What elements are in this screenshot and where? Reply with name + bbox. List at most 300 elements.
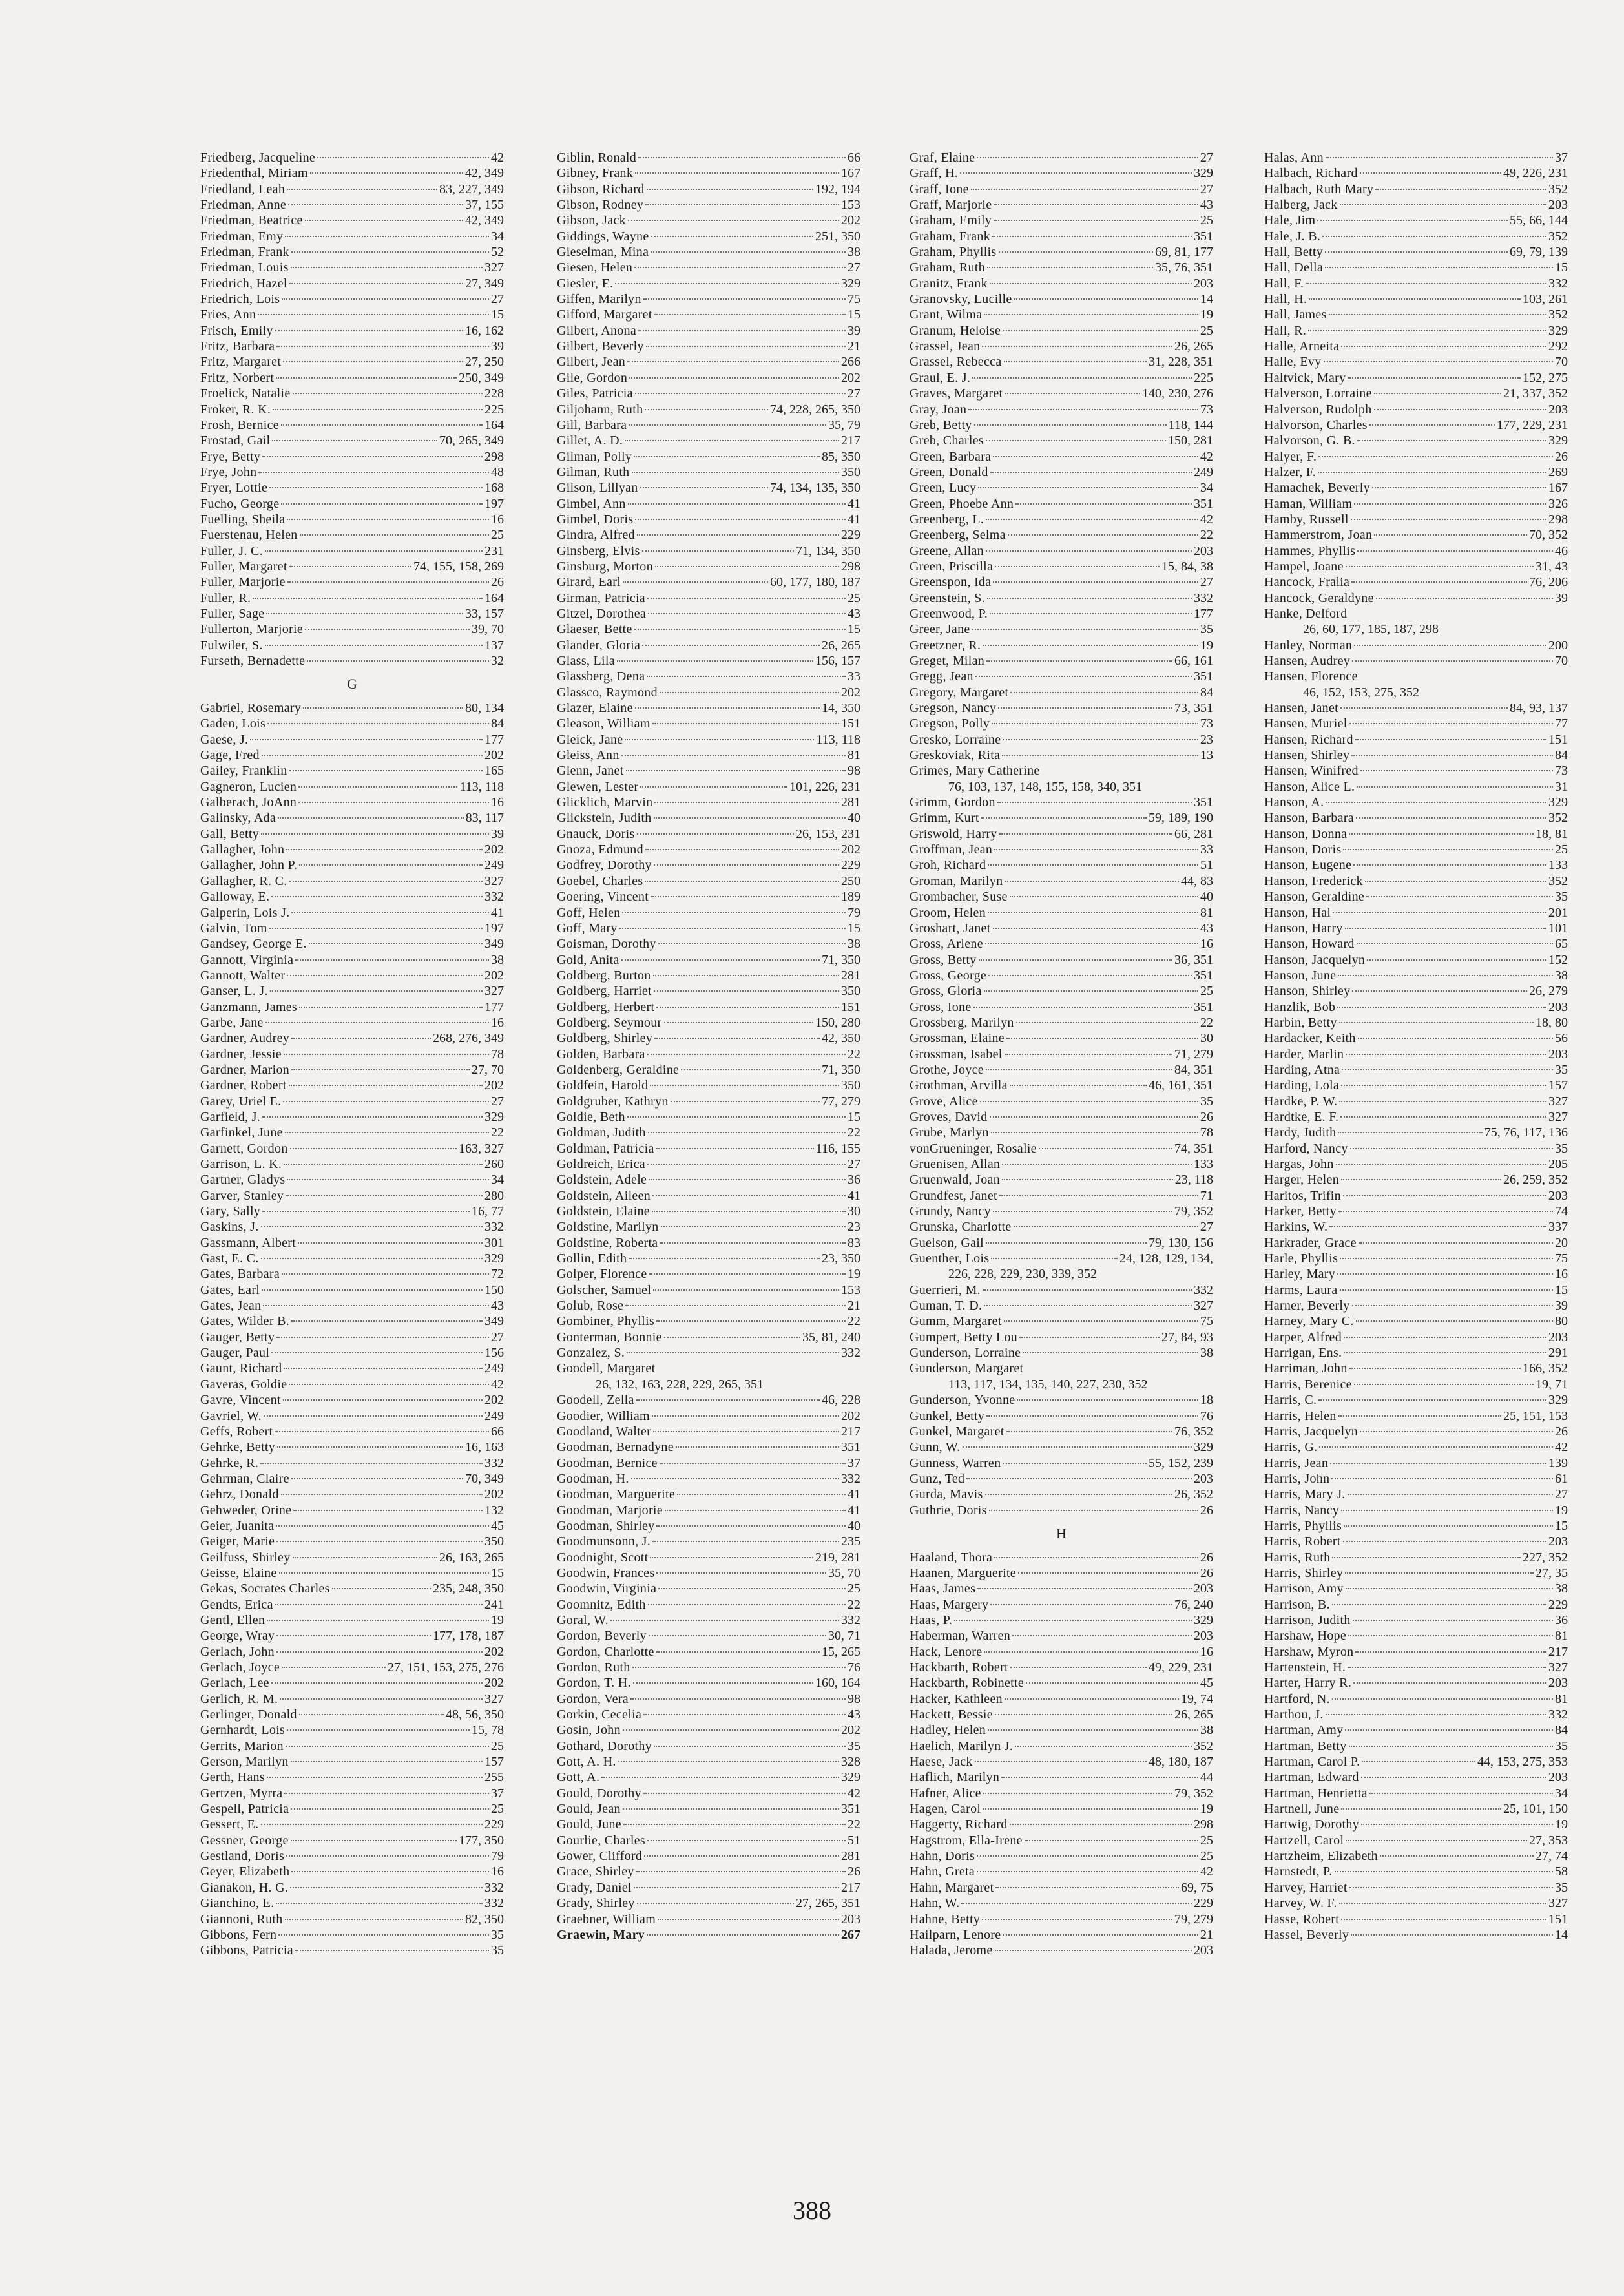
dot-leader xyxy=(303,707,463,709)
index-entry xyxy=(200,638,504,653)
entry-pages: 26, 153, 231 xyxy=(796,826,860,841)
entry-name: Grothe, Joyce xyxy=(910,1062,984,1077)
entry-name: Green, Priscilla xyxy=(910,559,994,574)
dot-leader xyxy=(623,1824,846,1825)
index-entry xyxy=(1264,1361,1568,1376)
index-entry xyxy=(200,700,504,716)
dot-leader xyxy=(1339,1022,1534,1023)
entry-name: Gordon, Charlotte xyxy=(557,1644,654,1659)
entry-pages: 18, 81 xyxy=(1536,826,1568,841)
entry-name: Halle, Arneita xyxy=(1264,339,1340,354)
index-entry xyxy=(910,370,1213,386)
entry-name: Greb, Charles xyxy=(910,433,984,448)
index-entry xyxy=(910,386,1213,401)
dot-leader xyxy=(1338,975,1553,976)
dot-leader xyxy=(658,1588,846,1589)
index-entry xyxy=(910,983,1213,999)
entry-name: Gilman, Ruth xyxy=(557,464,630,479)
entry-name: Hansen, Janet xyxy=(1264,701,1338,716)
entry-name: Harker, Betty xyxy=(1264,1204,1337,1219)
dot-leader xyxy=(999,1195,1198,1196)
dot-leader xyxy=(1001,1777,1198,1778)
entry-pages: 75 xyxy=(1555,1251,1568,1266)
index-entry xyxy=(1264,1094,1568,1109)
entry-name: Harris, Berenice xyxy=(1264,1377,1352,1392)
entry-name: Hahn, Doris xyxy=(910,1849,975,1864)
index-entry xyxy=(557,449,860,464)
dot-leader xyxy=(1354,645,1546,646)
entry-pages: 266 xyxy=(841,355,860,370)
entry-pages: 71, 350 xyxy=(822,952,860,967)
entry-pages: 71, 279 xyxy=(1174,1047,1213,1061)
entry-pages: 350 xyxy=(841,984,860,999)
dot-leader xyxy=(643,1793,846,1794)
dot-leader xyxy=(264,1415,483,1417)
entry-pages: 66, 281 xyxy=(1174,826,1213,841)
entry-pages: 205 xyxy=(1548,1157,1568,1171)
entry-name: Goldberg, Seymour xyxy=(557,1015,662,1030)
entry-name: Haas, James xyxy=(910,1581,976,1596)
index-entry xyxy=(910,1550,1213,1565)
entry-name: Gates, Wilder B. xyxy=(200,1314,290,1329)
entry-pages: 298 xyxy=(841,559,860,574)
entry-pages: 43 xyxy=(848,1707,860,1722)
entry-pages: 44, 83 xyxy=(1181,873,1213,888)
dot-leader xyxy=(262,1116,483,1118)
entry-pages: 197 xyxy=(484,496,504,511)
entry-name: Hanson, Alice L. xyxy=(1264,779,1355,794)
entry-name: Harris, Nancy xyxy=(1264,1503,1340,1518)
entry-pages: 27 xyxy=(848,260,860,275)
entry-name: Friedrich, Hazel xyxy=(200,276,287,291)
index-entry xyxy=(1264,842,1568,857)
entry-pages: 24, 128, 129, 134, xyxy=(1119,1251,1213,1266)
dot-leader xyxy=(1351,1934,1553,1936)
dot-leader xyxy=(1362,1761,1475,1762)
entry-name: Fuller, J. C. xyxy=(200,543,263,558)
index-entry xyxy=(1264,1266,1568,1282)
entry-name: Gerlach, John xyxy=(200,1644,275,1659)
index-entry xyxy=(1264,952,1568,968)
index-entry xyxy=(910,1503,1213,1518)
index-entry xyxy=(1264,150,1568,165)
entry-pages: 84 xyxy=(1555,1723,1568,1738)
dot-leader xyxy=(1340,1116,1546,1118)
entry-name: Harrison, Judith xyxy=(1264,1612,1351,1627)
entry-name: Giblin, Ronald xyxy=(557,151,637,165)
dot-leader xyxy=(284,1368,483,1369)
index-entry xyxy=(910,1141,1213,1156)
index-entry xyxy=(557,1722,860,1738)
index-entry xyxy=(1264,921,1568,936)
dot-leader xyxy=(284,1164,483,1165)
entry-name: Gilbert, Beverly xyxy=(557,339,644,354)
entry-pages: 156, 157 xyxy=(815,654,860,668)
entry-pages: 23 xyxy=(848,1220,860,1235)
dot-leader xyxy=(278,1934,489,1936)
dot-leader xyxy=(1356,817,1546,819)
entry-pages: 73 xyxy=(1555,764,1568,778)
entry-pages: 349 xyxy=(484,1314,504,1329)
entry-pages: 329 xyxy=(1548,1393,1568,1408)
index-entry xyxy=(557,1345,860,1361)
dot-leader xyxy=(266,613,463,614)
entry-name: Geiger, Marie xyxy=(200,1534,275,1549)
entry-name: Galvin, Tom xyxy=(200,921,267,935)
index-entry xyxy=(910,1895,1213,1911)
entry-pages: 14, 350 xyxy=(822,701,860,716)
entry-name: Gessert, E. xyxy=(200,1817,259,1832)
dot-leader xyxy=(623,1729,839,1731)
entry-pages: 44 xyxy=(1200,1770,1213,1785)
entry-pages: 332 xyxy=(484,890,504,904)
entry-name: Gindra, Alfred xyxy=(557,528,635,543)
dot-leader xyxy=(645,881,839,882)
dot-leader xyxy=(634,267,846,268)
entry-name: Hanson, Frederick xyxy=(1264,873,1363,888)
entry-name: Haaland, Thora xyxy=(910,1550,993,1565)
index-entry xyxy=(1264,700,1568,716)
entry-pages: 42 xyxy=(1200,512,1213,527)
dot-leader xyxy=(1360,1431,1553,1432)
entry-pages: 15 xyxy=(848,1109,860,1124)
dot-leader xyxy=(971,189,1198,190)
dot-leader xyxy=(1338,1211,1553,1212)
index-entry xyxy=(910,1675,1213,1691)
dot-leader xyxy=(635,519,846,520)
dot-leader xyxy=(1025,1840,1198,1841)
index-entry xyxy=(1264,1848,1568,1864)
dot-leader xyxy=(1322,236,1546,237)
entry-name: Hammerstrom, Joan xyxy=(1264,528,1373,543)
entry-name: Goral, W. xyxy=(557,1612,609,1627)
index-entry xyxy=(200,527,504,543)
dot-leader xyxy=(649,1635,826,1636)
entry-pages: 116, 155 xyxy=(815,1141,860,1156)
entry-pages: 351 xyxy=(841,1802,860,1817)
entry-name: Fritz, Norbert xyxy=(200,370,275,385)
entry-pages: 27 xyxy=(491,1330,504,1344)
index-entry xyxy=(200,826,504,842)
entry-name: Harris, G. xyxy=(1264,1440,1318,1455)
dot-leader xyxy=(1369,424,1495,426)
dot-leader xyxy=(983,1808,1198,1810)
index-entry xyxy=(200,1141,504,1156)
entry-name: Goldgruber, Kathryn xyxy=(557,1094,669,1109)
dot-leader xyxy=(654,1746,846,1747)
dot-leader xyxy=(653,975,839,976)
entry-name: Golscher, Samuel xyxy=(557,1282,652,1297)
entry-name: Harris, Jean xyxy=(1264,1456,1329,1470)
dot-leader xyxy=(1350,1148,1553,1149)
entry-name: Frostad, Gail xyxy=(200,433,271,448)
dot-leader xyxy=(1360,172,1501,174)
entry-name: Friedman, Anne xyxy=(200,198,287,213)
dot-leader xyxy=(1326,157,1553,158)
index-entry-continuation xyxy=(1264,621,1568,637)
section-letter: G xyxy=(347,676,357,693)
entry-pages: 250, 349 xyxy=(459,370,504,385)
index-column-3 xyxy=(910,150,1213,1959)
dot-leader xyxy=(652,1415,839,1417)
dot-leader xyxy=(271,1682,483,1684)
index-entry xyxy=(1264,464,1568,480)
entry-name: Gehrke, Betty xyxy=(200,1440,276,1455)
entry-name: Gessner, George xyxy=(200,1833,289,1848)
entry-pages: 37 xyxy=(491,1786,504,1800)
entry-name: Greenberg, L. xyxy=(910,512,984,527)
entry-name: Hall, F. xyxy=(1264,276,1304,291)
dot-leader xyxy=(293,1557,437,1558)
entry-name: Gerlach, Lee xyxy=(200,1676,269,1691)
dot-leader xyxy=(1349,833,1534,835)
entry-name: Gilman, Polly xyxy=(557,449,632,464)
index-entry xyxy=(910,323,1213,339)
entry-pages: 84 xyxy=(1555,748,1568,763)
entry-pages: 27, 151, 153, 275, 276 xyxy=(388,1660,504,1675)
index-entry xyxy=(910,260,1213,275)
entry-pages: 48, 56, 350 xyxy=(446,1707,504,1722)
index-entry xyxy=(557,638,860,653)
index-entry xyxy=(910,1691,1213,1707)
entry-pages: 33, 157 xyxy=(465,606,504,621)
entry-name: Harley, Mary xyxy=(1264,1267,1336,1282)
entry-pages: 27, 250 xyxy=(465,355,504,370)
entry-name: Golper, Florence xyxy=(557,1267,647,1282)
entry-pages: 351 xyxy=(1194,496,1213,511)
entry-pages: 351 xyxy=(1194,669,1213,684)
entry-name: Graf, Elaine xyxy=(910,151,975,165)
entry-name: Galperin, Lois J. xyxy=(200,905,290,920)
entry-pages: 35 xyxy=(1555,1141,1568,1156)
index-entry xyxy=(200,244,504,260)
index-entry xyxy=(1264,307,1568,322)
dot-leader xyxy=(1004,361,1147,362)
entry-name: Hanson, A. xyxy=(1264,795,1324,810)
entry-pages: 76, 103, 137, 148, 155, 158, 340, 351 xyxy=(948,779,1142,794)
entry-pages: 35, 70 xyxy=(828,1565,860,1580)
entry-name: Haanen, Marguerite xyxy=(910,1565,1016,1580)
dot-leader xyxy=(295,1950,489,1951)
entry-name: Goldman, Patricia xyxy=(557,1141,654,1156)
dot-leader xyxy=(1351,755,1553,756)
entry-pages: 56 xyxy=(1555,1031,1568,1046)
entry-pages: 329 xyxy=(841,276,860,291)
index-entry xyxy=(910,1156,1213,1172)
index-entry xyxy=(200,386,504,401)
entry-pages: 25, 101, 150 xyxy=(1503,1802,1568,1817)
entry-name: Gray, Joan xyxy=(910,402,967,417)
index-entry xyxy=(910,1235,1213,1251)
entry-name: Groman, Marilyn xyxy=(910,873,1003,888)
dot-leader xyxy=(635,393,846,394)
index-entry xyxy=(1264,197,1568,213)
entry-pages: 19 xyxy=(1555,1817,1568,1832)
index-entry xyxy=(200,449,504,464)
entry-name: Goldreich, Erica xyxy=(557,1157,645,1171)
entry-name: Fucho, George xyxy=(200,496,280,511)
dot-leader xyxy=(278,817,464,819)
index-entry xyxy=(200,1125,504,1140)
dot-leader xyxy=(258,472,489,473)
index-entry xyxy=(200,370,504,386)
dot-leader xyxy=(276,1635,431,1636)
entry-name: Halyer, F. xyxy=(1264,449,1317,464)
entry-pages: 26 xyxy=(1200,1550,1213,1565)
dot-leader xyxy=(995,1950,1192,1951)
entry-name: Gallagher, John xyxy=(200,842,285,857)
entry-pages: 41 xyxy=(848,1503,860,1518)
entry-name: Halada, Jerome xyxy=(910,1943,993,1958)
entry-pages: 267 xyxy=(841,1927,860,1942)
entry-name: Gendts, Erica xyxy=(200,1597,273,1612)
entry-name: Hall, Della xyxy=(1264,260,1324,275)
index-entry xyxy=(200,779,504,795)
index-entry xyxy=(200,795,504,810)
entry-name: Gregson, Polly xyxy=(910,716,990,731)
entry-pages: 202 xyxy=(484,1393,504,1408)
entry-name: Haggerty, Richard xyxy=(910,1817,1008,1832)
entry-name: Harshaw, Myron xyxy=(1264,1644,1354,1659)
entry-pages: 15 xyxy=(848,921,860,935)
dot-leader xyxy=(1367,959,1546,961)
index-entry xyxy=(910,480,1213,496)
entry-name: Grove, Alice xyxy=(910,1094,978,1109)
index-entry xyxy=(200,1188,504,1204)
entry-name: Geyer, Elizabeth xyxy=(200,1864,290,1879)
entry-pages: 81 xyxy=(848,748,860,763)
dot-leader xyxy=(1343,849,1553,850)
dot-leader xyxy=(1340,204,1547,205)
index-entry xyxy=(1264,1691,1568,1707)
dot-leader xyxy=(1348,1667,1546,1668)
dot-leader xyxy=(960,172,1192,174)
index-entry xyxy=(1264,1392,1568,1408)
index-entry xyxy=(200,1377,504,1392)
dot-leader xyxy=(627,361,839,362)
index-entry xyxy=(1264,1581,1568,1596)
index-entry xyxy=(200,1707,504,1722)
index-entry xyxy=(557,291,860,307)
entry-pages: 69, 79, 139 xyxy=(1510,245,1568,260)
entry-name: Gunness, Warren xyxy=(910,1456,1001,1470)
dot-leader xyxy=(634,1887,839,1888)
entry-name: Grassel, Rebecca xyxy=(910,355,1002,370)
dot-leader xyxy=(647,1934,839,1936)
index-entry xyxy=(200,1612,504,1628)
index-entry xyxy=(557,464,860,480)
dot-leader xyxy=(652,1195,846,1196)
entry-pages: 40 xyxy=(848,1518,860,1533)
index-entry xyxy=(1264,1927,1568,1943)
dot-leader xyxy=(1338,1132,1482,1133)
dot-leader xyxy=(654,817,846,819)
dot-leader xyxy=(1344,1352,1546,1353)
index-entry xyxy=(910,716,1213,731)
entry-pages: 46, 161, 351 xyxy=(1149,1078,1213,1093)
entry-pages: 217 xyxy=(841,1880,860,1895)
entry-pages: 26 xyxy=(1555,449,1568,464)
entry-pages: 15, 78 xyxy=(472,1723,504,1738)
entry-name: Greget, Milan xyxy=(910,654,985,668)
dot-leader xyxy=(1345,928,1546,929)
dot-leader xyxy=(286,1746,489,1747)
entry-pages: 101, 226, 231 xyxy=(789,779,860,794)
index-entry xyxy=(200,260,504,275)
entry-pages: 19, 71 xyxy=(1536,1377,1568,1392)
entry-name: Friedman, Louis xyxy=(200,260,289,275)
entry-pages: 26 xyxy=(491,575,504,590)
entry-name: Hanson, Harry xyxy=(1264,921,1343,935)
index-entry xyxy=(1264,1251,1568,1266)
index-column-1 xyxy=(200,150,504,1959)
index-entry xyxy=(557,873,860,889)
entry-name: Fuerstenau, Helen xyxy=(200,528,298,543)
dot-leader xyxy=(1349,723,1553,724)
entry-name: Gillet, A. D. xyxy=(557,433,623,448)
dot-leader xyxy=(1346,1840,1527,1841)
entry-pages: 35, 79 xyxy=(828,417,860,432)
index-entry xyxy=(910,638,1213,653)
index-entry xyxy=(200,1361,504,1376)
entry-name: Harrison, B. xyxy=(1264,1597,1330,1612)
index-entry xyxy=(1264,1204,1568,1219)
index-entry xyxy=(557,402,860,417)
dot-leader xyxy=(646,346,846,347)
index-entry xyxy=(557,1660,860,1675)
entry-name: Gianchino, E. xyxy=(200,1896,275,1911)
index-entry xyxy=(1264,1047,1568,1062)
dot-leader xyxy=(966,1478,1192,1479)
index-entry xyxy=(1264,1408,1568,1424)
dot-leader xyxy=(1002,755,1198,756)
entry-name: Harford, Nancy xyxy=(1264,1141,1348,1156)
entry-name: Fulwiler, S. xyxy=(200,638,263,652)
entry-name: Gerlach, Joyce xyxy=(200,1660,280,1675)
dot-leader xyxy=(1308,330,1546,331)
dot-leader xyxy=(629,377,839,379)
entry-name: Frisch, Emily xyxy=(200,323,273,338)
entry-pages: 281 xyxy=(841,795,860,810)
dot-leader xyxy=(1337,1273,1553,1275)
index-entry xyxy=(557,1439,860,1455)
index-entry xyxy=(557,889,860,904)
index-entry xyxy=(557,1707,860,1722)
dot-leader xyxy=(1351,519,1546,520)
dot-leader xyxy=(993,928,1198,929)
entry-name: Goodman, Marjorie xyxy=(557,1503,663,1518)
index-entry xyxy=(557,779,860,795)
dot-leader xyxy=(262,755,483,756)
dot-leader xyxy=(1326,802,1546,803)
dot-leader xyxy=(1332,1557,1521,1558)
entry-name: Garrison, L. K. xyxy=(200,1157,282,1171)
entry-name: Gibbons, Patricia xyxy=(200,1943,293,1958)
index-entry xyxy=(557,1456,860,1471)
entry-name: Gilbert, Anona xyxy=(557,323,637,338)
entry-pages: 329 xyxy=(1194,1612,1213,1627)
entry-pages: 61 xyxy=(1555,1471,1568,1486)
entry-name: Gitzel, Dorothea xyxy=(557,606,647,621)
index-entry xyxy=(200,1581,504,1596)
entry-pages: 98 xyxy=(848,764,860,778)
dot-leader xyxy=(977,1871,1198,1872)
entry-pages: 98 xyxy=(848,1691,860,1706)
entry-pages: 27, 265, 351 xyxy=(796,1896,860,1911)
entry-pages: 27 xyxy=(491,1094,504,1109)
entry-pages: 26, 279 xyxy=(1529,984,1568,999)
entry-pages: 249 xyxy=(484,1408,504,1423)
